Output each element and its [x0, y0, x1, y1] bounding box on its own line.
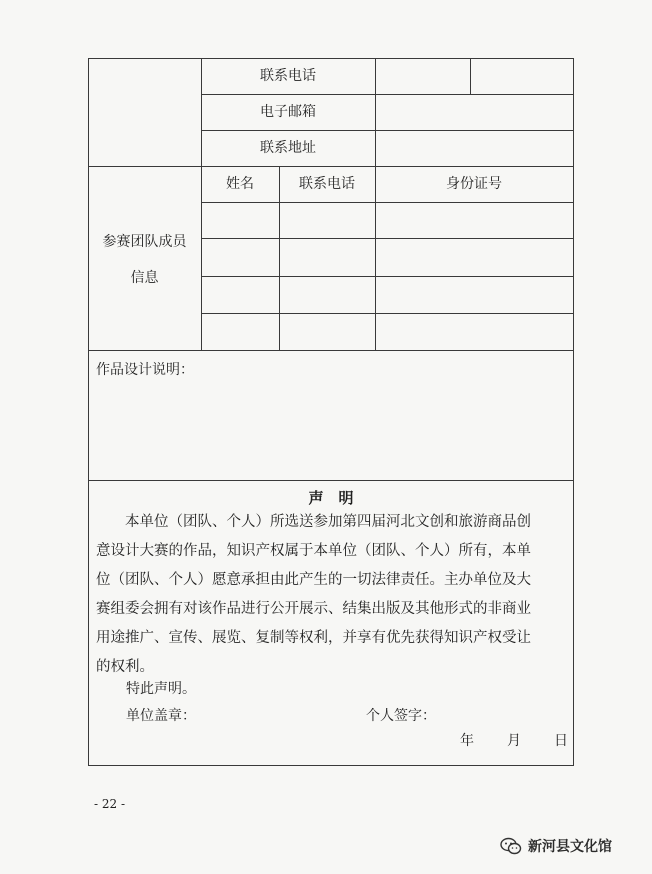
- team-section-label-line1: 参赛团队成员: [102, 234, 187, 250]
- contact-extra-divider: [470, 58, 471, 94]
- team-header-line: [201, 202, 574, 203]
- date-month: 月: [507, 733, 521, 749]
- declaration-line-5: 用途推广、宣传、展览、复制等权利，并享有优先获得知识产权受让: [96, 630, 531, 646]
- contact-row-line-1: [201, 94, 574, 95]
- signature-label: 个人签字：: [366, 708, 436, 724]
- page-number: - 22 -: [94, 797, 126, 811]
- team-col-divider-2: [375, 166, 376, 350]
- declaration-line-2: 意设计大赛的作品，知识产权属于本单位（团队、个人）所有，本单: [96, 543, 531, 559]
- contact-label-divider: [201, 58, 202, 350]
- declaration-line-6: 的权利。: [96, 659, 154, 675]
- team-row-line-3: [201, 313, 574, 314]
- declaration-closing: 特此声明。: [126, 681, 196, 697]
- contact-row-line-2: [201, 130, 574, 131]
- team-section-label-line2: 信息: [130, 270, 159, 286]
- team-row-line-2: [201, 276, 574, 277]
- contact-value-divider: [375, 58, 376, 166]
- table-left-border: [88, 58, 89, 766]
- table-bottom-border: [88, 765, 574, 766]
- declaration-line-3: 位（团队、个人）愿意承担由此产生的一切法律责任。主办单位及大: [96, 572, 531, 588]
- declaration-line-1: 本单位（团队、个人）所选送参加第四届河北文创和旅游商品创: [125, 514, 531, 530]
- team-col-name-header: 姓名: [226, 176, 254, 192]
- table-top-border: [88, 58, 574, 59]
- declaration-line-4: 赛组委会拥有对该作品进行公开展示、结集出版及其他形式的非商业: [96, 601, 531, 617]
- section-line-design-end: [88, 480, 574, 481]
- contact-email-label: 电子邮箱: [260, 104, 316, 120]
- watermark: [500, 837, 612, 855]
- team-col-phone-header: 联系电话: [299, 176, 355, 192]
- declaration-title: 声 明: [308, 489, 354, 507]
- seal-label: 单位盖章：: [126, 708, 196, 724]
- watermark-text: 新河县文化馆: [528, 839, 612, 855]
- table-right-border: [573, 58, 574, 766]
- design-description-label: 作品设计说明：: [96, 362, 194, 378]
- declaration-body: [96, 508, 568, 682]
- contact-phone-label: 联系电话: [260, 68, 316, 84]
- team-row-line-1: [201, 238, 574, 239]
- wechat-icon: [500, 837, 522, 855]
- contact-address-label: 联系地址: [260, 140, 316, 156]
- team-col-divider-1: [279, 166, 280, 350]
- date-day: 日: [554, 733, 568, 749]
- team-col-id-header: 身份证号: [446, 176, 502, 192]
- date-year: 年: [460, 733, 474, 749]
- section-line-team-end: [88, 350, 574, 351]
- section-line-contact-end: [88, 166, 574, 167]
